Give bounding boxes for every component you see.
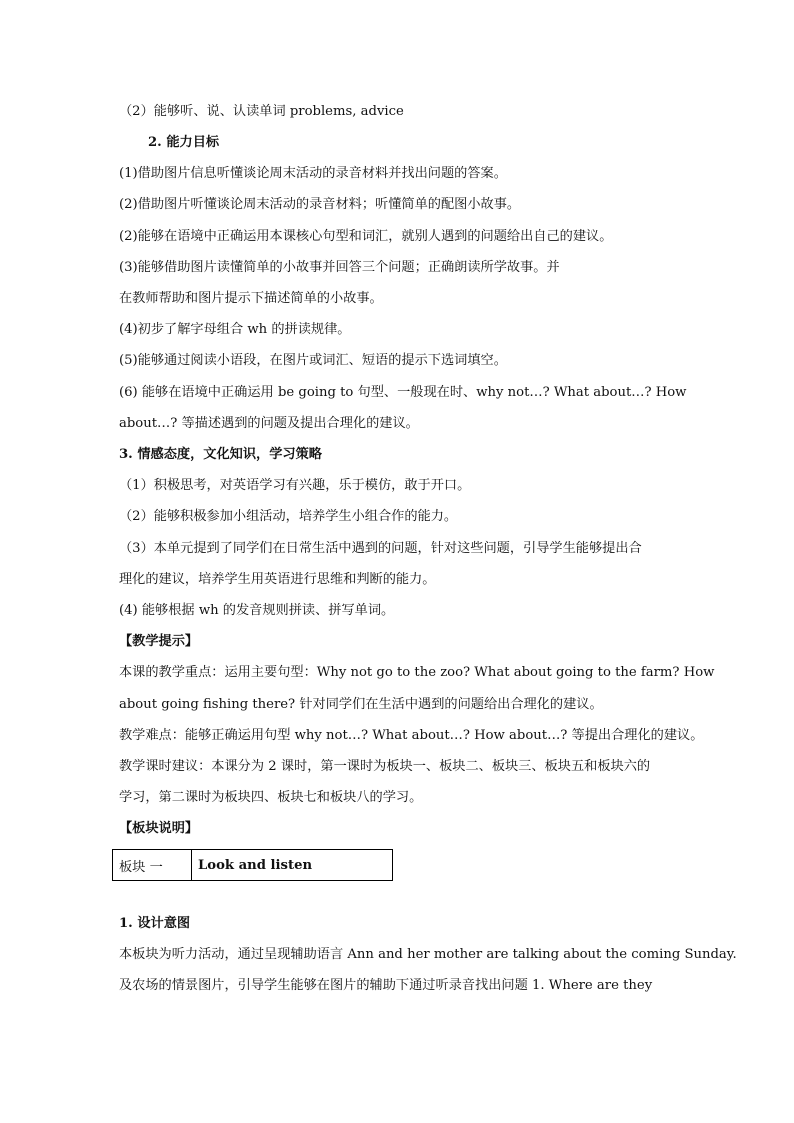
- lesson-schedule-continued: 学习，第二课时为板块四、板块七和板块八的学习。: [119, 790, 423, 805]
- ability-item: (3)能够借助图片读懂简单的小故事并回答三个问题；正确朗读所学故事。并: [119, 260, 560, 275]
- attitude-item: （1）积极思考，对英语学习有兴趣，乐于模仿，敢于开口。: [119, 478, 471, 493]
- teaching-tips-heading: 【教学提示】: [119, 634, 199, 649]
- section-heading-ability: 2. 能力目标: [148, 135, 220, 150]
- vocab-objective: （2）能够听、说、认读单词 problems, advice: [119, 104, 404, 119]
- attitude-item-continued: 理化的建议，培养学生用英语进行思维和判断的能力。: [119, 572, 436, 587]
- attitude-item: （2）能够积极参加小组活动，培养学生小组合作的能力。: [119, 509, 458, 524]
- ability-item-continued: 在教师帮助和图片提示下描述简单的小故事。: [119, 291, 383, 306]
- attitude-item: (4) 能够根据 wh 的发音规则拼读、拼写单词。: [119, 603, 395, 618]
- attitude-item: （3）本单元提到了同学们在日常生活中遇到的问题，针对这些问题，引导学生能够提出合: [119, 541, 642, 556]
- ability-item: (2)能够在语境中正确运用本课核心句型和词汇，就别人遇到的问题给出自己的建议。: [119, 229, 613, 244]
- ability-item: (1)借助图片信息听懂谈论周末活动的录音材料并找出问题的答案。: [119, 166, 507, 181]
- lesson-schedule: 教学课时建议：本课分为 2 课时，第一课时为板块一、板块二、板块三、板块五和板块六的: [119, 759, 651, 774]
- teaching-focus-continued: about going fishing there? 针对同学们在生活中遇到的问题给出合理化的建议。: [119, 697, 603, 712]
- design-intent-heading: 1. 设计意图: [119, 916, 191, 931]
- table-row: [113, 850, 393, 881]
- section-heading-attitude: 3. 情感态度，文化知识，学习策略: [119, 447, 322, 462]
- teaching-difficulty: 教学难点：能够正确运用句型 why not…? What about…? How about…? 等提出合理化的建议。: [119, 728, 704, 743]
- ability-item: (2)借助图片听懂谈论周末活动的录音材料；听懂简单的配图小故事。: [119, 197, 521, 212]
- teaching-focus: 本课的教学重点：运用主要句型：Why not go to the zoo? What about going to the farm? How: [119, 665, 715, 680]
- ability-item: (4)初步了解字母组合 wh 的拼读规律。: [119, 322, 351, 337]
- block-table: [112, 849, 393, 881]
- block-label-cell: 板块 一: [113, 850, 192, 881]
- design-intent-text-continued: 及农场的情景图片，引导学生能够在图片的辅助下通过听录音找出问题 1. Where are they: [119, 978, 653, 993]
- block-title-cell: Look and listen: [192, 850, 393, 881]
- ability-item: (6) 能够在语境中正确运用 be going to 句型、一般现在时、why not…? What about…? How: [119, 385, 687, 400]
- ability-item: (5)能够通过阅读小语段，在图片或词汇、短语的提示下选词填空。: [119, 353, 507, 368]
- block-description-heading: 【板块说明】: [119, 821, 199, 836]
- design-intent-text: 本板块为听力活动，通过呈现辅助语言 Ann and her mother are talking about the coming Sunday.: [119, 947, 737, 962]
- ability-item-continued: about…? 等描述遇到的问题及提出合理化的建议。: [119, 416, 419, 431]
